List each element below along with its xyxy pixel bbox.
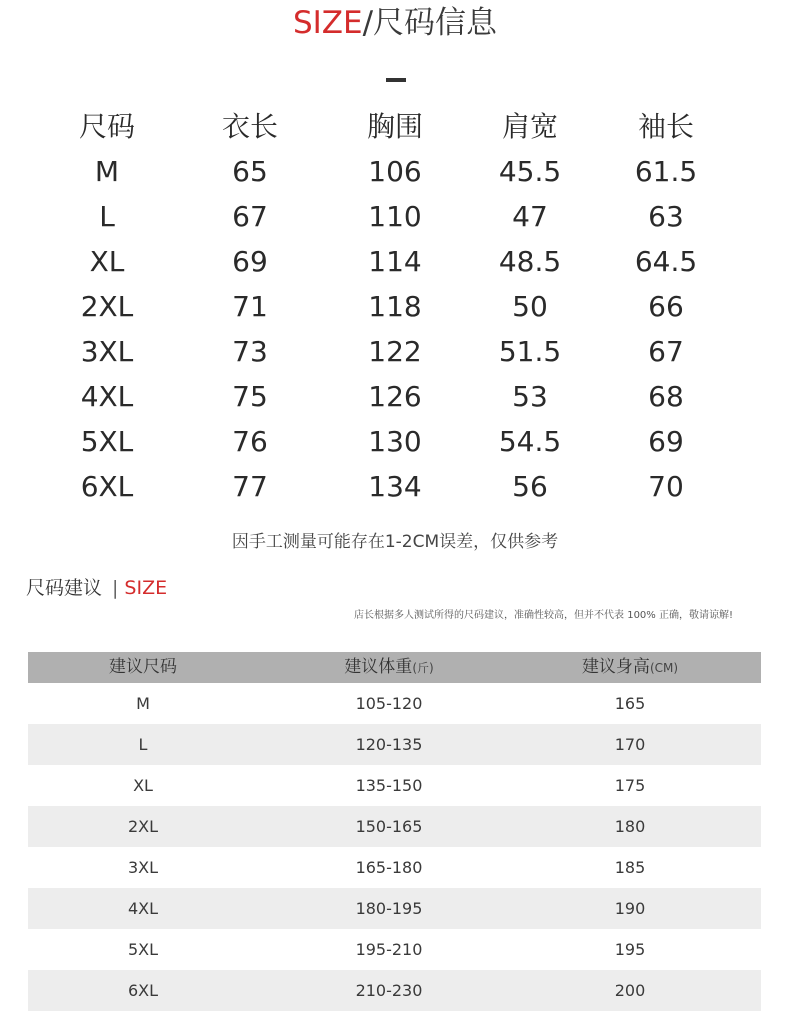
shoulder-cell: 53 (512, 380, 548, 413)
sleeve-cell: 63 (648, 200, 684, 233)
table-row (0, 464, 790, 509)
sleeve-cell: 70 (648, 470, 684, 503)
column-header: 尺码 (78, 110, 135, 143)
weight-cell: 195-210 (355, 940, 423, 959)
table-row (28, 765, 761, 806)
length-cell: 75 (232, 380, 268, 413)
weight-cell: 180-195 (355, 899, 423, 918)
weight-cell: 210-230 (355, 981, 423, 1000)
title-separator: | (112, 577, 119, 599)
height-cell: 195 (614, 940, 646, 959)
measurement-note: 因手工测量可能存在1-2CM误差，仅供参考 (231, 532, 559, 552)
size-cell: M (94, 155, 120, 188)
table-row (0, 149, 790, 194)
shoulder-cell: 56 (512, 470, 548, 503)
shoulder-cell: 45.5 (498, 155, 562, 188)
column-header: 袖长 (637, 110, 694, 143)
shoulder-cell: 48.5 (498, 245, 562, 278)
size-cell: 5XL (127, 940, 159, 959)
length-cell: 65 (232, 155, 268, 188)
size-recommendation-table (28, 652, 761, 1011)
size-cell: M (136, 694, 150, 713)
table-row (28, 970, 761, 1011)
column-header: 肩宽 (501, 110, 558, 143)
height-cell: 200 (614, 981, 646, 1000)
length-cell: 67 (232, 200, 268, 233)
length-cell: 73 (232, 335, 268, 368)
size-cell: 3XL (127, 858, 159, 877)
weight-cell: 165-180 (355, 858, 423, 877)
size-cell: 6XL (80, 470, 134, 503)
recommendation-title (26, 575, 167, 601)
recommendation-title-accent: SIZE (124, 577, 168, 599)
column-header (289, 652, 489, 684)
chest-cell: 110 (368, 200, 422, 233)
header-unit: (CM) (649, 661, 679, 675)
size-cell: XL (89, 245, 125, 278)
sleeve-cell: 66 (648, 290, 684, 323)
header-unit: (斤) (412, 661, 434, 675)
disclaimer-text: 店长根据多人测试所得的尺码建议，准确性较高，但并不代表 100% 正确，敬请谅解! (354, 610, 733, 621)
size-cell: L (138, 735, 148, 754)
chest-cell: 126 (368, 380, 422, 413)
chest-cell: 134 (368, 470, 422, 503)
weight-cell: 105-120 (355, 694, 423, 713)
table-row (0, 239, 790, 284)
table-row (28, 683, 761, 724)
sleeve-cell: 69 (648, 425, 684, 458)
length-cell: 76 (232, 425, 268, 458)
table-row (28, 888, 761, 929)
height-cell: 190 (614, 899, 646, 918)
header-label: 建议体重 (344, 657, 413, 677)
length-cell: 71 (232, 290, 268, 323)
length-cell: 77 (232, 470, 268, 503)
weight-cell: 120-135 (355, 735, 423, 754)
column-header: 胸围 (366, 110, 423, 143)
table-row (28, 806, 761, 847)
height-cell: 185 (614, 858, 646, 877)
size-info-table (0, 104, 790, 509)
table-row (0, 374, 790, 419)
chest-cell: 122 (368, 335, 422, 368)
column-header: 衣长 (221, 110, 278, 143)
height-cell: 175 (614, 776, 646, 795)
height-cell: 170 (614, 735, 646, 754)
sleeve-cell: 61.5 (634, 155, 698, 188)
title-rest: /尺码信息 (362, 5, 498, 41)
table-row (0, 329, 790, 374)
shoulder-cell: 54.5 (498, 425, 562, 458)
shoulder-cell: 47 (512, 200, 548, 233)
chest-cell: 114 (368, 245, 422, 278)
title-accent: SIZE (292, 5, 363, 41)
height-cell: 165 (614, 694, 646, 713)
size-cell: 3XL (80, 335, 134, 368)
column-header (43, 652, 243, 684)
table-row (0, 419, 790, 464)
size-cell: XL (133, 776, 153, 795)
chest-cell: 130 (368, 425, 422, 458)
shoulder-cell: 51.5 (498, 335, 562, 368)
recommendation-table-header (28, 652, 761, 683)
size-table-header (0, 104, 790, 149)
weight-cell: 135-150 (355, 776, 423, 795)
shoulder-cell: 50 (512, 290, 548, 323)
header-label: 建议身高 (581, 657, 650, 677)
size-cell: 4XL (80, 380, 134, 413)
weight-cell: 150-165 (355, 817, 423, 836)
table-row (0, 284, 790, 329)
chest-cell: 118 (368, 290, 422, 323)
column-header (530, 652, 730, 684)
sleeve-cell: 68 (648, 380, 684, 413)
recommendation-title-text: 尺码建议 (26, 577, 103, 599)
height-cell: 180 (614, 817, 646, 836)
chest-cell: 106 (368, 155, 422, 188)
size-cell: 2XL (127, 817, 159, 836)
table-row (28, 724, 761, 765)
header-label: 建议尺码 (109, 657, 177, 677)
size-cell: 5XL (80, 425, 134, 458)
size-cell: 4XL (127, 899, 159, 918)
table-row (28, 929, 761, 970)
page-title (0, 4, 790, 42)
title-divider (386, 78, 406, 82)
length-cell: 69 (232, 245, 268, 278)
size-cell: 6XL (127, 981, 159, 1000)
size-cell: L (99, 200, 115, 233)
size-cell: 2XL (80, 290, 134, 323)
sleeve-cell: 64.5 (634, 245, 698, 278)
table-row (28, 847, 761, 888)
table-row (0, 194, 790, 239)
sleeve-cell: 67 (648, 335, 684, 368)
